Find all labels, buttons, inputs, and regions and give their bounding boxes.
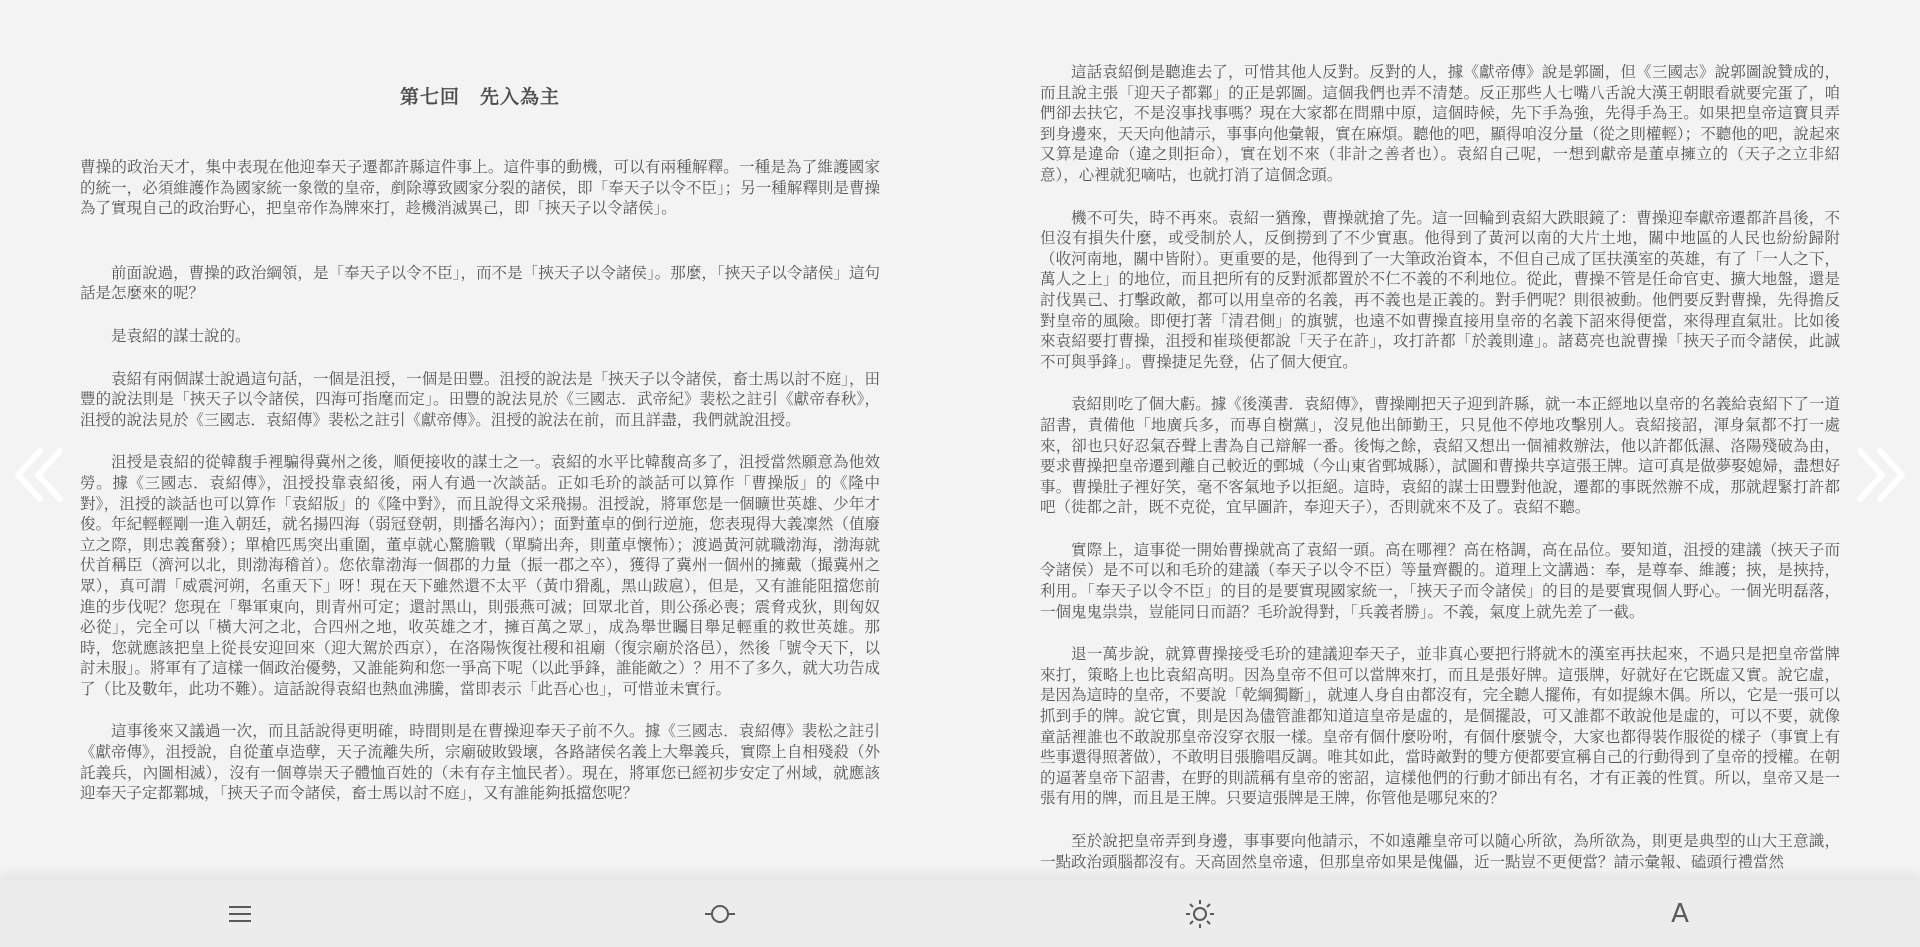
bottom-toolbar <box>0 880 1920 947</box>
brightness-button[interactable] <box>1180 894 1220 934</box>
paragraph: 沮授是袁紹的從韓馥手裡騙得冀州之後，順便接收的謀士之一。袁紹的水平比韓馥高多了，沮授當然願意為他效勞。據《三國志．袁紹傳》，沮授投靠袁紹後，兩人有過一次談話。正如毛玠的談話可以算作「曹操版」的《隆中對》，沮授的談話也可以算作「袁紹版」的《隆中對》，而且說得文采飛揚。沮授說，將軍您是一個曠世英雄、少年才俊。年紀輕輕剛一進入朝廷，就名揚四海（弱冠登朝，則播名海內）；面對董卓的倒行逆施，您表現得大義凜然（值廢立之際，則忠義奮發）；單槍匹馬突出重圍，董卓就心驚膽戰（單騎出奔，則董卓懷怖）；渡過黃河就職渤海，渤海就伏首稱臣（濟河以北，則渤海稽首）。您依靠渤海一個郡的力量（振一郡之卒），獲得了冀州一個州的擁戴（撮冀州之眾），真可謂「威震河朔，名重天下」呀！現在天下雖然還不太平（黃巾猾亂，黑山跋扈），但是，又有誰能阻擋您前進的步伐呢？您現在「舉軍東向，則青州可定；還討黑山，則張燕可滅；回眾北首，則公孫必喪；震脅戎狄，則匈奴必從」，完全可以「橫大河之北，合四州之地，收英雄之才，擁百萬之眾」，成為舉世矚目舉足輕重的救世英雄。那時，您就應該把皇上從長安迎回來（迎大駕於西京），在洛陽恢復社稷和祖廟（復宗廟於洛邑），然後「號令天下，以討未服」。將軍有了這樣一個政治優勢，又誰能夠和您一爭高下呢（以此爭鋒，誰能敵之）？用不了多久，就大功告成了（比及數年，此功不難）。這話說得袁紹也熱血沸騰，當即表示「此吾心也」，可惜並未實行。 <box>80 453 880 698</box>
paragraph: 機不可失，時不再來。袁紹一猶豫，曹操就搶了先。這一回輪到袁紹大跌眼鏡了：曹操迎奉獻帝遷都許昌後，不但沒有損失什麼，或受制於人，反倒撈到了不少實惠。他得到了黃河以南的大片土地，關中地區的人民也紛紛歸附（收河南地，關中皆附）。更重要的是，他得到了一大筆政治資本，不但自己成了匡扶漢室的英雄，有了「一人之下，萬人之上」的地位，而且把所有的反對派都置於不仁不義的不利地位。從此，曹操不管是任命官吏、擴大地盤，還是討伐異己、打擊政敵，都可以用皇帝的名義，再不義也是正義的。對手們呢？則很被動。他們要反對曹操，先得擔反對皇帝的風險。即便打著「清君側」的旗號，也遠不如曹操直接用皇帝的名義下詔來得便當，來得理直氣壯。比如後來袁紹要打曹操，沮授和崔琰便都說「天子在許」，攻打許都「於義則違」。諸葛亮也說曹操「挾天子而令諸侯，此誠不可與爭鋒」。曹操捷足先登，佔了個大便宜。 <box>1040 208 1840 371</box>
paragraph: 袁紹則吃了個大虧。據《後漢書．袁紹傳》，曹操剛把天子迎到許縣，就一本正經地以皇帝的名義給袁紹下了一道詔書，責備他「地廣兵多，而專自樹黨」，沒見他出師勤王，只見他不停地攻擊別人。袁紹接詔，渾身氣都不打一處來，卻也只好忍氣吞聲上書為自己辯解一番。後悔之餘，袁紹又想出一個補救辦法，他以許都低濕、洛陽殘破為由，要求曹操把皇帝遷到離自己較近的鄄城（今山東省鄄城縣），試圖和曹操共享這張王牌。這可真是做夢娶媳婦，盡想好事。曹操肚子裡好笑，毫不客氣地予以拒絕。這時，袁紹的謀士田豐對他說，遷都的事既然辦不成，那就趕緊打許都吧（徙都之計，既不克從，宜早圖許，奉迎天子），否則就來不及了。袁紹不聽。 <box>1040 395 1840 517</box>
font-size-icon: A <box>1671 899 1689 929</box>
chapter-title: 第七回 先入為主 <box>399 86 560 108</box>
paragraph: 曹操的政治天才，集中表現在他迎奉天子遷都許縣這件事上。這件事的動機，可以有兩種解釋。一種是為了維護國家的統一，必須維護作為國家統一象徵的皇帝，剷除導致國家分裂的諸侯，即「奉天子以令不臣」；另一種解釋則是曹操為了實現自己的政治野心，把皇帝作為牌來打，趁機消滅異己，即「挾天子以令諸侯」。 <box>80 158 880 218</box>
table-of-contents-button[interactable] <box>220 894 260 934</box>
left-page <box>80 0 880 880</box>
previous-page-button[interactable] <box>8 440 68 510</box>
double-chevron-right-icon <box>1854 445 1910 505</box>
paragraph: 至於說把皇帝弄到身邊，事事要向他請示，不如遠離皇帝可以隨心所欲，為所欲為，則更是典型的山大王意識，一點政治頭腦都沒有。天高固然皇帝遠，但那皇帝如果是傀儡，近一點豈不更便當？請示彙報、磕頭行禮當然 <box>1040 832 1840 871</box>
paragraph: 這事後來又議過一次，而且話說得更明確，時間則是在曹操迎奉天子前不久。據《三國志．袁紹傳》裴松之註引《獻帝傳》，沮授說，自從董卓造孽，天子流離失所，宗廟破敗毀壞，各路諸侯名義上大舉義兵，實際上自相殘殺（外託義兵，內圖相滅），沒有一個尊崇天子體恤百姓的（未有存主恤民者）。現在，將軍您已經初步安定了州域，就應該迎奉天子定都鄴城，「挾天子而令諸侯，畜士馬以討不庭」，又有誰能夠抵擋您呢？ <box>80 722 880 803</box>
paragraph: 這話袁紹倒是聽進去了，可惜其他人反對。反對的人，據《獻帝傳》說是郭圖，但《三國志》說郭圖說贊成的，而且說主張「迎天子都鄴」的正是郭圖。這個我們也弄不清楚。反正那些人七嘴八舌說大漢王朝眼看就要完蛋了，咱們卻去扶它，不是沒事找事嗎？現在大家都在問鼎中原，這個時候，先下手為強，先得手為王。如果把皇帝這寶貝弄到身邊來，天天向他請示，事事向他彙報，實在麻煩。聽他的吧，顯得咱沒分量（從之則權輕）；不聽他的吧，說起來又算是違命（違之則拒命），實在划不來（非計之善者也）。袁紹自己呢，一想到獻帝是董卓擁立的（天子之立非紹意），心裡就犯嘀咕，也就打消了這個念頭。 <box>1040 63 1840 184</box>
progress-button[interactable] <box>700 894 740 934</box>
hamburger-menu-icon <box>227 903 253 925</box>
progress-slider-icon <box>704 903 736 925</box>
right-page <box>1040 0 1840 880</box>
paragraph: 實際上，這事從一開始曹操就高了袁紹一頭。高在哪裡？高在格調，高在品位。要知道，沮授的建議（挾天子而令諸侯）是不可以和毛玠的建議（奉天子以令不臣）等量齊觀的。道理上文講過：奉，是尊奉、維護；挾，是挾持，利用。「奉天子以令不臣」的目的是要實現國家統一，「挾天子而令諸侯」的目的是要實現個人野心。一個光明磊落，一個鬼鬼祟祟，豈能同日而語？毛玠說得對，「兵義者勝」。不義，氣度上就先差了一截。 <box>1040 540 1840 621</box>
sun-brightness-icon <box>1185 899 1215 929</box>
paragraph: 退一萬步說，就算曹操接受毛玠的建議迎奉天子，並非真心要把行將就木的漢室再扶起來，不過只是把皇帝當牌來打，策略上也比袁紹高明。因為皇帝不但可以當牌來打，而且是張好牌。這張牌，好就好在它既虛又實。說它虛，是因為這時的皇帝，不要說「乾綱獨斷」，就連人身自由都沒有，完全聽人擺佈，有如提線木偶。所以，它是一張可以抓到手的牌。說它實，則是因為儘管誰都知道這皇帝是虛的，是個擺設，可又誰都不敢說他是虛的，可以不要，就像童話裡誰也不敢說那皇帝沒穿衣服一樣。皇帝有個什麼吩咐，有個什麼號令，大家也都得裝作服從的樣子（事實上有些事還得照著做），不敢明目張膽唱反調。唯其如此，當時敵對的雙方便都要宣稱自己的行動得到了皇帝的授權。在朝的逼著皇帝下詔書，在野的則謊稱有皇帝的密詔，這樣他們的行動才師出有名，才有正義的性質。所以，皇帝又是一張有用的牌，而且是王牌。只要這張牌是王牌，你管他是哪兒來的？ <box>1040 645 1840 808</box>
paragraph: 袁紹有兩個謀士說過這句話，一個是沮授，一個是田豐。沮授的說法是「挾天子以令諸侯，畜士馬以討不庭」，田豐的說法則是「挾天子以令諸侯，四海可指麾而定」。田豐的說法見於《三國志．武帝紀》裴松之註引《獻帝春秋》，沮授的說法見於《三國志．袁紹傳》裴松之註引《獻帝傳》。沮授的說法在前，而且詳盡，我們就說沮授。 <box>80 369 880 429</box>
paragraph: 前面說過，曹操的政治綱領，是「奉天子以令不臣」，而不是「挾天子以令諸侯」。那麼，「挾天子以令諸侯」這句話是怎麼來的呢？ <box>80 263 880 303</box>
font-size-button[interactable] <box>1660 894 1700 934</box>
paragraph: 是袁紹的謀士說的。 <box>111 326 251 345</box>
next-page-button[interactable] <box>1852 440 1912 510</box>
double-chevron-left-icon <box>10 445 66 505</box>
